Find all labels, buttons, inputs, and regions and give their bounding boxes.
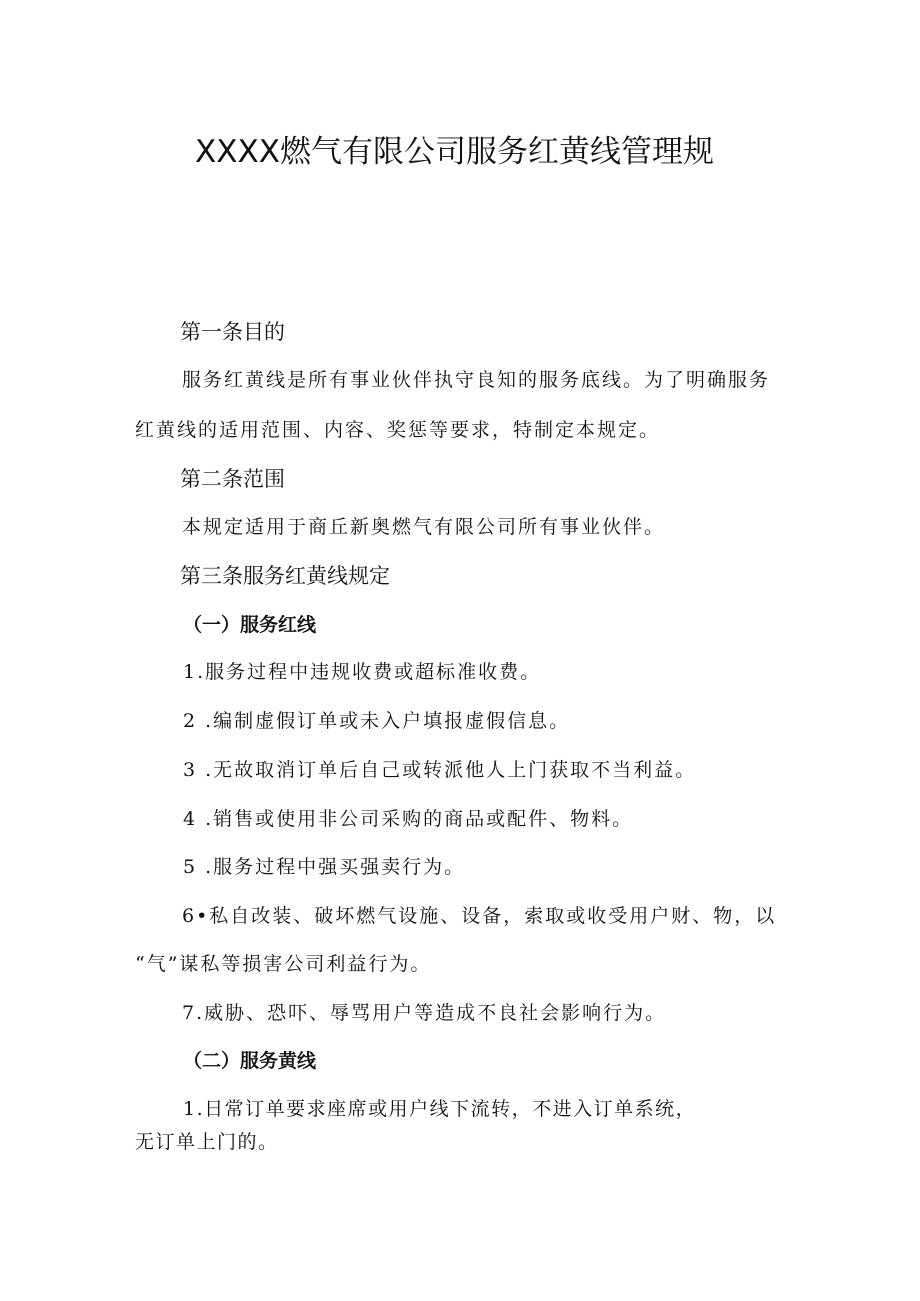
document-title: XXXX燃气有限公司服务红黄线管理规 xyxy=(195,134,714,170)
yellow-line-heading: （二）服务黄线 xyxy=(183,1050,317,1072)
red-line-item-7: 7.威胁、恐吓、辱骂用户等造成不良社会影响行为。 xyxy=(182,1002,667,1024)
red-line-item-1: 1.服务过程中违规收费或超标准收费。 xyxy=(183,661,542,683)
red-line-heading: （一）服务红线 xyxy=(183,614,317,636)
red-line-item-4: 4 .销售或使用非公司采购的商品或配件、物料。 xyxy=(183,808,634,830)
red-line-item-2: 2 .编制虚假订单或未入户填报虚假信息。 xyxy=(183,710,571,732)
article-2-paragraph: 本规定适用于商丘新奥燃气有限公司所有事业伙伴。 xyxy=(182,516,666,538)
red-line-item-3: 3 .无故取消订单后自己或转派他人上门获取不当利益。 xyxy=(183,759,697,781)
red-line-item-6-line-2: “气”谋私等损害公司利益行为。 xyxy=(135,953,432,975)
article-1-paragraph-line-2: 红黄线的适用范围、内容、奖惩等要求，特制定本规定。 xyxy=(135,419,661,441)
article-2-heading: 第二条范围 xyxy=(180,467,285,491)
yellow-line-item-1-line-2: 无订单上门的。 xyxy=(135,1131,279,1153)
article-1-paragraph-line-1: 服务红黄线是所有事业伙伴执守良知的服务底线。为了明确服务 xyxy=(182,369,771,391)
red-line-item-5: 5 .服务过程中强买强卖行为。 xyxy=(183,856,466,878)
yellow-line-item-1-line-1: 1.日常订单要求座席或用户线下流转，不进入订单系统， xyxy=(183,1098,697,1120)
red-line-item-6-line-1: 6•私自改装、破坏燃气设施、设备，索取或收受用户财、物，以 xyxy=(182,905,777,927)
article-3-heading: 第三条服务红黄线规定 xyxy=(180,564,390,588)
article-1-heading: 第一条目的 xyxy=(180,320,285,344)
